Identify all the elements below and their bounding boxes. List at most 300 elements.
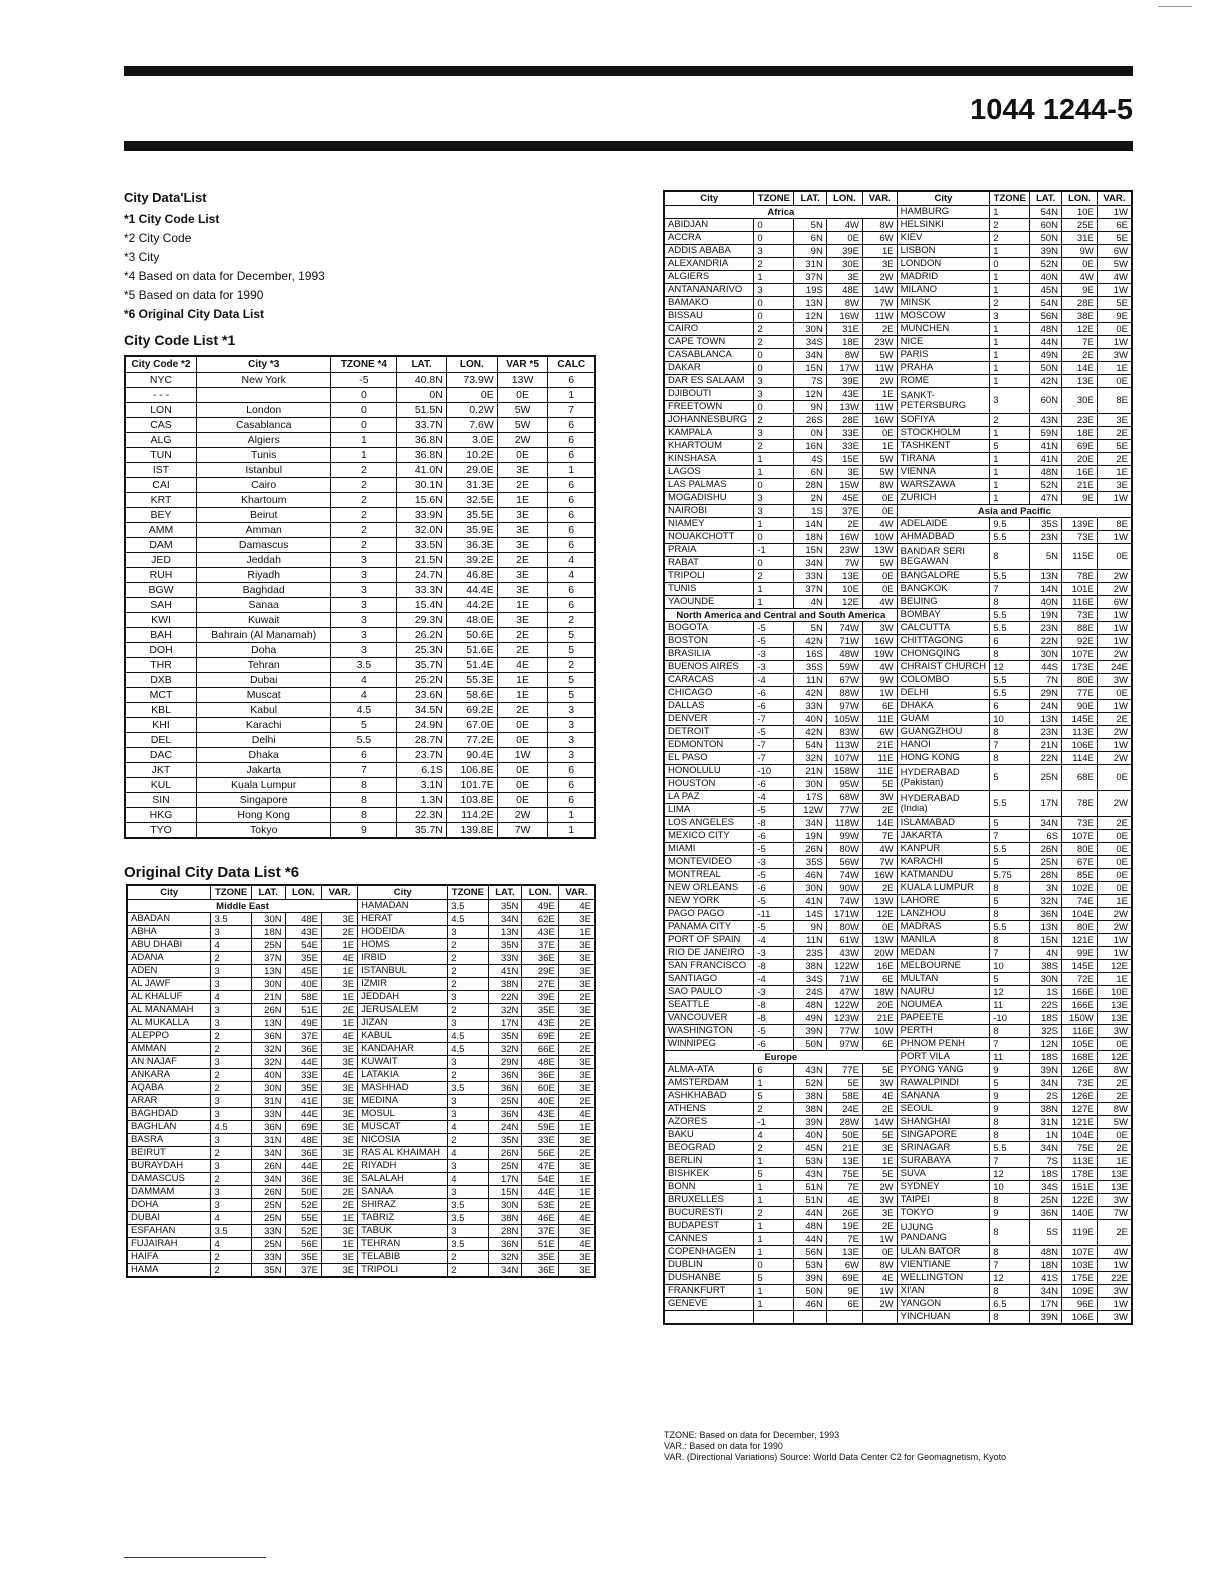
table-cell: 2E bbox=[1097, 453, 1132, 466]
table-row bbox=[664, 310, 1132, 323]
table-cell: 20E bbox=[862, 999, 897, 1012]
table-row bbox=[125, 703, 595, 718]
table-cell: 1 bbox=[990, 271, 1030, 284]
table-cell: 13N bbox=[488, 926, 522, 939]
table-cell: 23N bbox=[1030, 726, 1062, 739]
table-cell: 2E bbox=[862, 1103, 897, 1116]
table-row bbox=[664, 661, 1132, 674]
city-name: WARSZAWA bbox=[897, 479, 990, 492]
table-cell: 9N bbox=[794, 921, 826, 934]
table-cell: 18E bbox=[826, 336, 862, 349]
table-cell: 7 bbox=[331, 763, 397, 778]
table-row bbox=[664, 1025, 1132, 1038]
table-cell: 28N bbox=[794, 479, 826, 492]
table-cell: 41S bbox=[1030, 1272, 1062, 1285]
table-cell: 107W bbox=[826, 752, 862, 765]
table-cell: Doha bbox=[197, 643, 331, 658]
table-cell: 1W bbox=[1097, 284, 1132, 297]
table-cell: 0E bbox=[1097, 830, 1132, 843]
table-row bbox=[125, 793, 595, 808]
table-cell: 3E bbox=[826, 271, 862, 284]
table-cell: 2W bbox=[862, 375, 897, 388]
table-cell: 7E bbox=[1062, 336, 1098, 349]
table-cell: 2E bbox=[558, 1017, 595, 1030]
table-cell: -6 bbox=[754, 1038, 794, 1051]
table-cell: 40N bbox=[794, 713, 826, 726]
table-cell: 14E bbox=[862, 817, 897, 830]
table-row bbox=[664, 856, 1132, 869]
table-cell: 69E bbox=[285, 1121, 321, 1134]
table-cell: 34N bbox=[488, 1264, 522, 1278]
table-row bbox=[664, 1142, 1132, 1155]
city-name: NICOSIA bbox=[358, 1134, 448, 1147]
table-cell: 59W bbox=[826, 661, 862, 674]
table-cell: 14N bbox=[794, 518, 826, 531]
city-name: KAMPALA bbox=[664, 427, 754, 440]
table-cell: 3 bbox=[754, 505, 794, 518]
footer-line: VAR.: Based on data for 1990 bbox=[664, 1441, 783, 1451]
table-cell: 51N bbox=[794, 1194, 826, 1207]
table-row bbox=[664, 1090, 1132, 1103]
city-name: SALALAH bbox=[358, 1173, 448, 1186]
column-header: TZONE *4 bbox=[331, 356, 397, 373]
table-row bbox=[664, 986, 1132, 999]
city-name: BEIJING bbox=[897, 596, 990, 609]
table-cell: 73E bbox=[1062, 609, 1098, 622]
table-row bbox=[664, 908, 1132, 921]
table-cell: 41.0N bbox=[397, 463, 446, 478]
table-cell: 22N bbox=[1030, 635, 1062, 648]
table-cell: 3.5 bbox=[448, 1212, 488, 1225]
table-cell: 50N bbox=[794, 1038, 826, 1051]
table-cell: 39N bbox=[794, 1272, 826, 1285]
table-cell: 1W bbox=[1097, 531, 1132, 544]
table-cell: 6 bbox=[548, 478, 595, 493]
table-cell: Baghdad bbox=[197, 583, 331, 598]
city-name: BAGHDAD bbox=[127, 1108, 211, 1121]
table-cell: 0E bbox=[497, 763, 548, 778]
table-cell: 140E bbox=[1062, 1207, 1098, 1220]
table-cell: 78E bbox=[1062, 791, 1098, 817]
table-cell bbox=[197, 388, 331, 403]
table-cell: 103.8E bbox=[446, 793, 497, 808]
table-cell: 116E bbox=[1062, 1025, 1098, 1038]
table-cell: 26.2N bbox=[397, 628, 446, 643]
table-cell: 50E bbox=[285, 1186, 321, 1199]
table-cell: 2 bbox=[211, 1043, 251, 1056]
table-cell: 30N bbox=[488, 1199, 522, 1212]
table-cell: 3E bbox=[322, 1147, 358, 1160]
table-cell: Dhaka bbox=[197, 748, 331, 763]
table-cell: 1W bbox=[1097, 609, 1132, 622]
table-cell: 6 bbox=[548, 763, 595, 778]
table-cell: KWI bbox=[125, 613, 197, 628]
table-cell: 3E bbox=[497, 613, 548, 628]
column-header: LON. bbox=[446, 356, 497, 373]
table-cell: 42N bbox=[794, 635, 826, 648]
table-cell: 4W bbox=[1062, 271, 1098, 284]
city-name: KIEV bbox=[897, 232, 990, 245]
table-row bbox=[664, 791, 1132, 804]
table-cell: 28N bbox=[1030, 869, 1062, 882]
table-cell: 2E bbox=[497, 478, 548, 493]
table-cell: 12N bbox=[1030, 1038, 1062, 1051]
table-cell: 105W bbox=[826, 713, 862, 726]
table-cell: 1 bbox=[548, 463, 595, 478]
city-name: AMSTERDAM bbox=[664, 1077, 754, 1090]
city-name: KANDAHAR bbox=[358, 1043, 448, 1056]
table-cell: 73E bbox=[1062, 1077, 1098, 1090]
table-cell: SAH bbox=[125, 598, 197, 613]
table-cell: 2 bbox=[754, 323, 794, 336]
table-cell: 5 bbox=[754, 1168, 794, 1181]
table-cell: 41E bbox=[285, 1095, 321, 1108]
table-cell: 22.3N bbox=[397, 808, 446, 823]
table-cell: 2 bbox=[990, 219, 1030, 232]
table-cell: 15.6N bbox=[397, 493, 446, 508]
column-header: VAR. bbox=[322, 885, 358, 900]
table-row bbox=[125, 628, 595, 643]
table-cell: CAS bbox=[125, 418, 197, 433]
table-cell: 114.2E bbox=[446, 808, 497, 823]
table-cell: 2 bbox=[754, 1142, 794, 1155]
table-cell: 3E bbox=[558, 1004, 595, 1017]
table-cell: 35S bbox=[794, 661, 826, 674]
table-cell: 13E bbox=[1097, 1012, 1132, 1025]
table-cell: 3E bbox=[1097, 479, 1132, 492]
table-cell: Tunis bbox=[197, 448, 331, 463]
table-cell: 50.6E bbox=[446, 628, 497, 643]
table-cell: 17N bbox=[1030, 1298, 1062, 1311]
city-name: EDMONTON bbox=[664, 739, 754, 752]
table-cell: 46N bbox=[794, 1298, 826, 1311]
table-cell: 0E bbox=[862, 492, 897, 505]
table-cell: 3E bbox=[322, 1225, 358, 1238]
table-cell: 33E bbox=[522, 1134, 558, 1147]
table-cell: 10 bbox=[990, 960, 1030, 973]
table-row bbox=[664, 375, 1132, 388]
table-cell: 35N bbox=[488, 1030, 522, 1043]
city-name: NAURU bbox=[897, 986, 990, 999]
table-cell: 6 bbox=[548, 433, 595, 448]
table-cell: 36E bbox=[522, 952, 558, 965]
table-cell: 8 bbox=[990, 1116, 1030, 1129]
table-cell: 8E bbox=[1097, 518, 1132, 531]
table-cell: -10 bbox=[990, 1012, 1030, 1025]
table-row bbox=[664, 427, 1132, 440]
table-cell: 6W bbox=[1097, 245, 1132, 258]
table-cell: 46.8E bbox=[446, 568, 497, 583]
table-cell: 43W bbox=[826, 947, 862, 960]
table-cell: 0E bbox=[1097, 1038, 1132, 1051]
table-cell: 49N bbox=[1030, 349, 1062, 362]
table-cell: 44E bbox=[285, 1056, 321, 1069]
table-cell: 5E bbox=[862, 778, 897, 791]
table-row bbox=[125, 463, 595, 478]
table-cell: 39N bbox=[1030, 1064, 1062, 1077]
table-cell: 17N bbox=[1030, 791, 1062, 817]
table-cell: 1E bbox=[322, 965, 358, 978]
table-cell: 69.2E bbox=[446, 703, 497, 718]
table-cell: 13W bbox=[826, 401, 862, 414]
table-cell: 73E bbox=[1062, 817, 1098, 830]
table-cell: -5 bbox=[754, 1025, 794, 1038]
table-cell: 3.1N bbox=[397, 778, 446, 793]
table-cell: DAC bbox=[125, 748, 197, 763]
table-cell: 106.8E bbox=[446, 763, 497, 778]
table-cell: 105E bbox=[1062, 1038, 1098, 1051]
table-cell: 122W bbox=[826, 999, 862, 1012]
table-row bbox=[664, 453, 1132, 466]
empty-cell bbox=[794, 1311, 826, 1325]
table-cell: 35N bbox=[488, 900, 522, 913]
table-row bbox=[664, 674, 1132, 687]
table-cell: 51.5N bbox=[397, 403, 446, 418]
city-name: PORT OF SPAIN bbox=[664, 934, 754, 947]
table-cell: 1W bbox=[1097, 739, 1132, 752]
table-cell: Damascus bbox=[197, 538, 331, 553]
table-cell: 3 bbox=[331, 598, 397, 613]
table-cell: 5.5 bbox=[331, 733, 397, 748]
region-group-label: North America and Central and South America bbox=[664, 609, 897, 622]
table-cell: 12W bbox=[794, 804, 826, 817]
city-name: BAGHLAN bbox=[127, 1121, 211, 1134]
table-cell: 3E bbox=[558, 939, 595, 952]
table-row bbox=[664, 219, 1132, 232]
table-cell: 5W bbox=[497, 403, 548, 418]
table-row bbox=[664, 206, 1132, 219]
table-cell: 4.5 bbox=[448, 913, 488, 926]
city-name: RIYADH bbox=[358, 1160, 448, 1173]
table-row bbox=[664, 284, 1132, 297]
table-row bbox=[664, 947, 1132, 960]
table-cell: 3W bbox=[862, 791, 897, 804]
table-cell: 5.5 bbox=[990, 531, 1030, 544]
table-cell: 7N bbox=[1030, 674, 1062, 687]
city-name: BUDAPEST bbox=[664, 1220, 754, 1233]
table-row bbox=[125, 448, 595, 463]
table-row bbox=[664, 830, 1132, 843]
table-cell: 48W bbox=[826, 648, 862, 661]
table-cell: 54E bbox=[285, 939, 321, 952]
city-name: AHMADBAD bbox=[897, 531, 990, 544]
table-cell: 4 bbox=[548, 568, 595, 583]
table-cell: 2 bbox=[990, 232, 1030, 245]
table-cell: 0E bbox=[862, 505, 897, 518]
table-cell: 2W bbox=[862, 271, 897, 284]
table-cell: 25N bbox=[251, 1238, 285, 1251]
city-name: ALEPPO bbox=[127, 1030, 211, 1043]
city-name: MEXICO CITY bbox=[664, 830, 754, 843]
city-name: ADEN bbox=[127, 965, 211, 978]
table-cell: 13N bbox=[794, 297, 826, 310]
table-cell: 6N bbox=[794, 232, 826, 245]
city-name: MIAMI bbox=[664, 843, 754, 856]
table-cell: 15N bbox=[794, 362, 826, 375]
table-cell: 52E bbox=[285, 1199, 321, 1212]
city-name: ANKARA bbox=[127, 1069, 211, 1082]
table-cell: 1E bbox=[497, 493, 548, 508]
city-name: KATMANDU bbox=[897, 869, 990, 882]
table-cell: 3E bbox=[826, 466, 862, 479]
table-cell: 14W bbox=[862, 1116, 897, 1129]
city-name: LOS ANGELES bbox=[664, 817, 754, 830]
table-cell: 2E bbox=[1097, 1220, 1132, 1246]
column-header: City *3 bbox=[197, 356, 331, 373]
table-cell: 80E bbox=[1062, 843, 1098, 856]
table-cell: 28.7N bbox=[397, 733, 446, 748]
table-cell: 49N bbox=[794, 1012, 826, 1025]
table-cell: 28E bbox=[1062, 297, 1098, 310]
table-row bbox=[125, 508, 595, 523]
table-cell: 1 bbox=[754, 1233, 794, 1246]
table-cell: 5 bbox=[990, 1077, 1030, 1090]
table-cell: 3E bbox=[497, 523, 548, 538]
table-cell: -6 bbox=[754, 687, 794, 700]
table-cell: Kuwait bbox=[197, 613, 331, 628]
city-name: BEOGRAD bbox=[664, 1142, 754, 1155]
table-cell: 1 bbox=[990, 284, 1030, 297]
city-name: PAPEETE bbox=[897, 1012, 990, 1025]
table-cell: 1 bbox=[754, 1220, 794, 1233]
table-cell: 2W bbox=[1097, 908, 1132, 921]
table-cell: 7E bbox=[826, 1233, 862, 1246]
city-name: AL KHALUF bbox=[127, 991, 211, 1004]
table-cell: 0E bbox=[862, 583, 897, 596]
table-cell: 22N bbox=[488, 991, 522, 1004]
table-cell: 0 bbox=[754, 219, 794, 232]
table-cell: 80W bbox=[826, 921, 862, 934]
table-row bbox=[125, 388, 595, 403]
table-cell: 166E bbox=[1062, 999, 1098, 1012]
table-cell: 4W bbox=[862, 518, 897, 531]
table-cell: 2E bbox=[322, 1160, 358, 1173]
table-cell: 16N bbox=[794, 440, 826, 453]
city-name: MELBOURNE bbox=[897, 960, 990, 973]
table-cell: -6 bbox=[754, 700, 794, 713]
table-cell: 3.5 bbox=[448, 900, 488, 913]
table-cell: 32N bbox=[488, 1004, 522, 1017]
city-name: WASHINGTON bbox=[664, 1025, 754, 1038]
city-name: DAMMAM bbox=[127, 1186, 211, 1199]
notes-block bbox=[124, 190, 325, 324]
table-cell: 34S bbox=[794, 336, 826, 349]
table-cell: 13E bbox=[1097, 999, 1132, 1012]
table-cell: 1W bbox=[1097, 947, 1132, 960]
table-cell: Tokyo bbox=[197, 823, 331, 839]
table-cell: 0.2W bbox=[446, 403, 497, 418]
column-header: TZONE bbox=[990, 191, 1030, 206]
city-name: YANGON bbox=[897, 1298, 990, 1311]
table-cell: 3E bbox=[322, 1173, 358, 1186]
table-row bbox=[664, 1220, 1132, 1233]
table-cell: 1 bbox=[990, 336, 1030, 349]
table-cell: 0E bbox=[1097, 882, 1132, 895]
table-cell: Hong Kong bbox=[197, 808, 331, 823]
table-cell: 3.5 bbox=[448, 1082, 488, 1095]
table-row bbox=[664, 765, 1132, 778]
city-name: HOUSTON bbox=[664, 778, 754, 791]
table-cell: 6E bbox=[826, 1298, 862, 1311]
table-cell: 3 bbox=[448, 926, 488, 939]
table-cell: 175E bbox=[1062, 1272, 1098, 1285]
table-cell: -5 bbox=[754, 635, 794, 648]
table-cell: 8W bbox=[862, 479, 897, 492]
table-cell: 7S bbox=[794, 375, 826, 388]
table-row bbox=[664, 1155, 1132, 1168]
table-row bbox=[664, 843, 1132, 856]
table-cell: 58.6E bbox=[446, 688, 497, 703]
table-cell: 35E bbox=[285, 952, 321, 965]
table-cell: 97W bbox=[826, 700, 862, 713]
table-cell: 2E bbox=[558, 1199, 595, 1212]
table-cell: 32N bbox=[488, 1251, 522, 1264]
table-cell: 4.5 bbox=[331, 703, 397, 718]
city-name: VIENTIANE bbox=[897, 1259, 990, 1272]
table-cell: 48E bbox=[285, 913, 321, 926]
table-cell: 2 bbox=[990, 414, 1030, 427]
table-cell: -8 bbox=[754, 960, 794, 973]
table-cell: 34N bbox=[251, 1173, 285, 1186]
city-name: BUENOS AIRES bbox=[664, 661, 754, 674]
table-cell: 40N bbox=[251, 1069, 285, 1082]
table-cell: MCT bbox=[125, 688, 197, 703]
table-cell: 60N bbox=[1030, 388, 1062, 414]
table-cell: 30.1N bbox=[397, 478, 446, 493]
table-cell: 35S bbox=[794, 856, 826, 869]
table-cell: 3 bbox=[448, 1225, 488, 1238]
table-row bbox=[125, 688, 595, 703]
table-row bbox=[664, 232, 1132, 245]
table-row bbox=[664, 1272, 1132, 1285]
column-header: VAR. bbox=[1097, 191, 1132, 206]
table-cell: 35N bbox=[251, 1264, 285, 1278]
city-name: KARACHI bbox=[897, 856, 990, 869]
table-cell: 2 bbox=[211, 1069, 251, 1082]
table-cell: 30N bbox=[1030, 973, 1062, 986]
table-cell: 2E bbox=[322, 1186, 358, 1199]
city-name: ADANA bbox=[127, 952, 211, 965]
table-cell: -5 bbox=[754, 843, 794, 856]
table-cell: 3E bbox=[862, 1207, 897, 1220]
table-cell: 1 bbox=[754, 518, 794, 531]
table-header-row bbox=[127, 885, 595, 900]
city-name: DAR ES SALAAM bbox=[664, 375, 754, 388]
table-cell: 3E bbox=[1097, 414, 1132, 427]
table-cell: New York bbox=[197, 373, 331, 388]
table-cell: 38N bbox=[794, 1090, 826, 1103]
table-cell: 16S bbox=[794, 648, 826, 661]
table-cell: 3 bbox=[211, 1199, 251, 1212]
table-cell: 50N bbox=[1030, 232, 1062, 245]
table-cell: 32N bbox=[251, 1056, 285, 1069]
table-cell: 37N bbox=[794, 583, 826, 596]
corner-mark bbox=[1158, 6, 1192, 7]
city-name: IZMIR bbox=[358, 978, 448, 991]
table-cell: 0E bbox=[497, 733, 548, 748]
table-cell: 18S bbox=[1030, 1012, 1062, 1025]
table-cell: 3 bbox=[211, 1108, 251, 1121]
table-cell: 7E bbox=[826, 1181, 862, 1194]
city-name: HODEIDA bbox=[358, 926, 448, 939]
city-name: TEHRAN bbox=[358, 1238, 448, 1251]
city-name: HAIFA bbox=[127, 1251, 211, 1264]
table-cell: 1W bbox=[1097, 635, 1132, 648]
table-cell: 80E bbox=[1062, 674, 1098, 687]
table-cell: 34N bbox=[488, 913, 522, 926]
table-cell: 31N bbox=[251, 1134, 285, 1147]
empty-cell bbox=[862, 1311, 897, 1325]
